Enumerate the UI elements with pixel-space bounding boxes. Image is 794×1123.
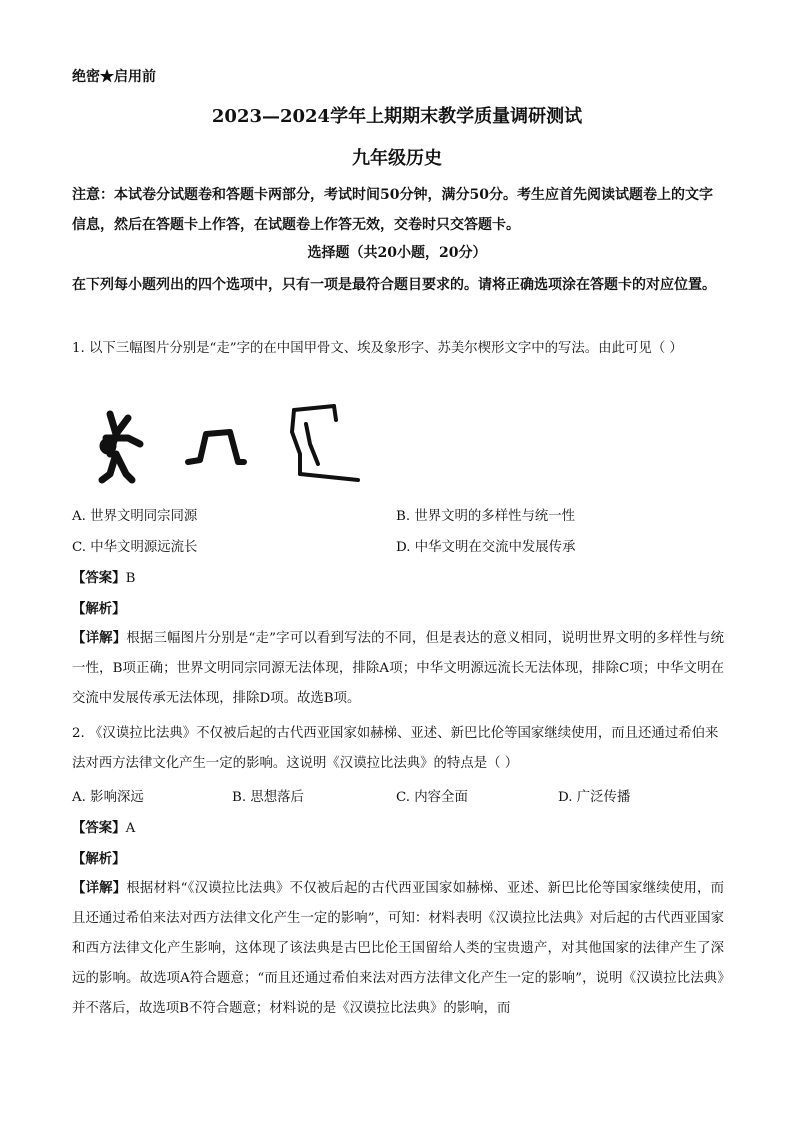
q2-option-a[interactable]: A. 影响深远 [72,790,144,805]
q2-analysis [72,848,126,867]
q1-option-c[interactable]: C. 中华文明源远流长 [72,540,198,555]
exam-notice: 注意：本试卷分试题卷和答题卡两部分，考试时间50分钟，满分50分。考生应首先阅读试题卷上的文字信息，然后在答题卡上作答，在试题卷上作答无效，交卷时只交答题卡。 [72,187,713,233]
q2-answer [72,817,135,836]
q2-detail [72,873,724,1024]
q1-answer [72,567,135,586]
q1-detail-text: 根据三幅图片分别是“走”字可以看到写法的不同，但是表达的意义相同，说明世界文明的多样性与统一性，B项正确；世界文明同宗同源无法体现，排除A项；中华文明源远流长无法体现，排除C项；中华文明在交流中发展传承无法体现，排除D项。故选B项。 [72,631,724,706]
q2-answer-tag: 【答案】 [72,820,126,836]
q2-option-c[interactable]: C. 内容全面 [396,790,468,805]
confidential-label: 绝密★启用前 [72,69,156,85]
question-2-stem: 2. 《汉谟拉比法典》不仅被后起的古代西亚国家如赫梯、亚述、新巴比伦等国家继续使用，而且还通过希伯来法对西方法律文化产生一定的影响。这说明《汉谟拉比法典》的特点是（ ） [72,726,719,771]
egyptian-hieroglyph [188,432,244,462]
cuneiform-glyph [292,406,358,480]
question-1-stem: 1. 以下三幅图片分别是“走”字的在中国甲骨文、埃及象形字、苏美尔楔形文字中的写法。由此可见（ ） [72,341,683,356]
question-1-options-row-2 [72,536,724,558]
q2-detail-text: 根据材料“《汉谟拉比法典》不仅被后起的古代西亚国家如赫梯、亚述、新巴比伦等国家继续使用，而且还通过希伯来法对西方法律文化产生一定的影响”，可知：材料表明《汉谟拉比法典》对后起的古代西亚国家和西方法律文化产生影响，这体现了该法典是古巴比伦王国留给人类的宝贵遗产，对其他国家的法律产生了深远的影响。故选项A符合题意；“而且还通过希伯来法对西方法律文化产生一定的影响”，说明《汉谟拉比法典》并不落后，故选项B不符合题意；材料说的是《汉谟拉比法典》的影响，而 [72,881,724,1016]
q1-analysis [72,598,126,617]
section-instruction: 在下列每小题列出的四个选项中，只有一项是最符合题目要求的。请将正确选项涂在答题卡的对应位置。 [72,277,716,293]
q1-analysis-tag: 【解析】 [72,601,126,617]
q2-analysis-tag: 【解析】 [72,851,126,867]
exam-subject: 九年级历史 [352,148,442,169]
q2-detail-tag: 【详解】 [72,880,127,896]
q2-option-d[interactable]: D. 广泛传播 [558,790,631,805]
oracle-bone-glyph [102,414,140,480]
q1-option-a[interactable]: A. 世界文明同宗同源 [72,509,198,524]
exam-title: 2023—2024学年上期期末教学质量调研测试 [211,106,583,127]
q1-option-d[interactable]: D. 中华文明在交流中发展传承 [396,540,576,555]
question-2-options-row [72,786,724,808]
q1-detail [72,623,724,714]
ancient-script-glyphs-image [88,404,378,494]
section-heading: 选择题（共20小题，20分） [307,245,487,261]
q1-answer-tag: 【答案】 [72,570,126,586]
q1-option-b[interactable]: B. 世界文明的多样性与统一性 [396,509,576,524]
q2-answer-value: A [125,821,136,836]
q1-detail-tag: 【详解】 [72,630,127,646]
q1-answer-value: B [125,571,136,586]
question-1-options-row-1 [72,505,724,527]
q2-option-b[interactable]: B. 思想落后 [232,790,304,805]
